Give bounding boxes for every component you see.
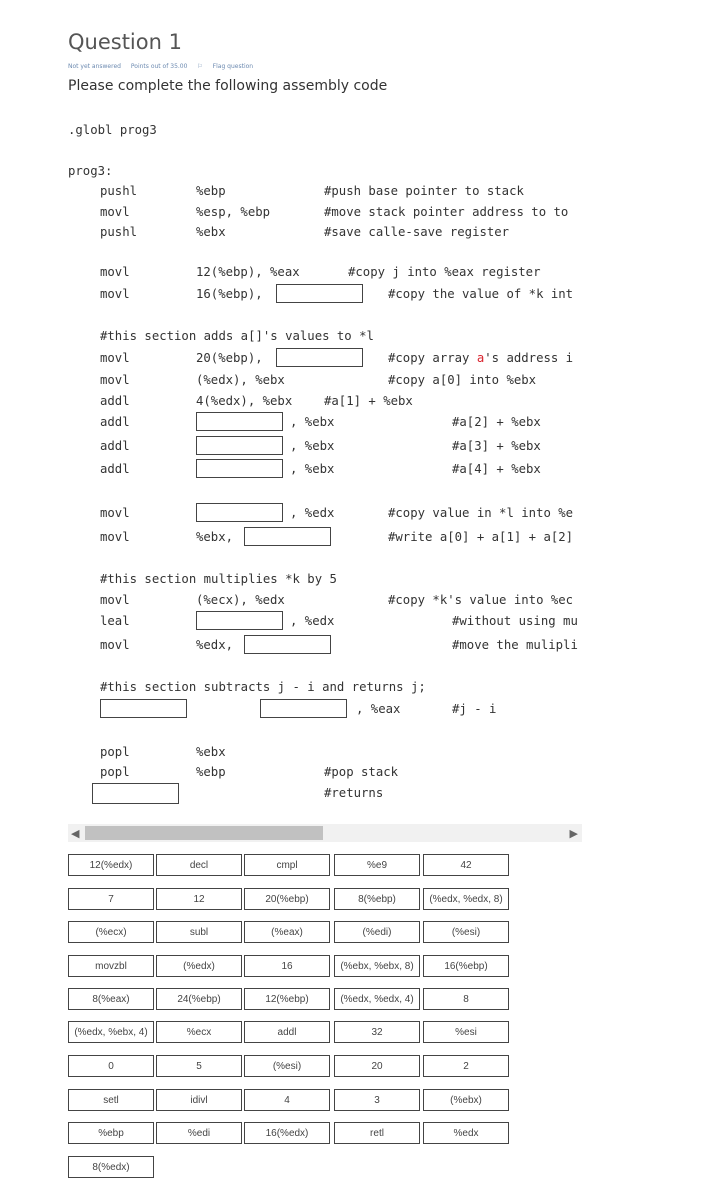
- answer-tile[interactable]: (%edx, %edx, 4): [334, 988, 420, 1010]
- code-comment: #copy the value of *k int: [388, 287, 574, 301]
- code-comment: #without using mu: [452, 614, 578, 628]
- answer-blank[interactable]: [196, 611, 283, 630]
- code-op: addl: [100, 394, 130, 408]
- code-comment: #write a[0] + a[1] + a[2]: [388, 530, 574, 544]
- code-comment: #copy *k's value into %ec: [388, 593, 574, 607]
- answer-tile[interactable]: 32: [334, 1021, 420, 1043]
- question-prompt: Please complete the following assembly code: [68, 78, 388, 94]
- code-arg: %esp, %ebp: [196, 205, 271, 219]
- code-op: addl: [100, 439, 130, 453]
- code-arg: , %eax: [356, 702, 401, 716]
- code-op: popl: [100, 745, 130, 759]
- answer-tile[interactable]: idivl: [156, 1089, 242, 1111]
- code-op: movl: [100, 351, 130, 365]
- code-op: addl: [100, 415, 130, 429]
- code-section-comment: #this section subtracts j - i and returns j;: [100, 680, 426, 694]
- code-comment: #move the mulipli: [452, 638, 578, 652]
- answer-blank[interactable]: [196, 412, 283, 431]
- code-op: pushl: [100, 225, 138, 239]
- answer-blank[interactable]: [244, 635, 331, 654]
- answer-blank[interactable]: [276, 284, 363, 303]
- question-points: Points out of 35.00: [130, 63, 188, 70]
- answer-tile[interactable]: (%edx, %ebx, 4): [68, 1021, 154, 1043]
- answer-tile[interactable]: 8(%edx): [68, 1156, 154, 1178]
- answer-tile[interactable]: (%eax): [244, 921, 330, 943]
- answer-tile[interactable]: %edi: [156, 1122, 242, 1144]
- answer-tile[interactable]: (%edx, %edx, 8): [423, 888, 509, 910]
- answer-blank[interactable]: [244, 527, 331, 546]
- answer-tile[interactable]: (%ecx): [68, 921, 154, 943]
- answer-tile[interactable]: movzbl: [68, 955, 154, 977]
- answer-tile[interactable]: 8: [423, 988, 509, 1010]
- code-comment: #returns: [324, 786, 384, 800]
- answer-tile[interactable]: 24(%ebp): [156, 988, 242, 1010]
- answer-tile[interactable]: 0: [68, 1055, 154, 1077]
- code-arg: %ebx,: [196, 530, 234, 544]
- answer-tile[interactable]: 20(%ebp): [244, 888, 330, 910]
- answer-blank[interactable]: [260, 699, 347, 718]
- code-section-comment: #this section adds a[]'s values to *l: [100, 329, 374, 343]
- answer-tile[interactable]: %ebp: [68, 1122, 154, 1144]
- code-comment: #copy a[0] into %ebx: [388, 373, 537, 387]
- answer-tile[interactable]: 8(%ebp): [334, 888, 420, 910]
- scrollbar-thumb[interactable]: [85, 826, 323, 840]
- code-comment: #save calle-save register: [324, 225, 510, 239]
- code-op: movl: [100, 287, 130, 301]
- code-arg: %ebx: [196, 745, 226, 759]
- code-comment: #a[3] + %ebx: [452, 439, 541, 453]
- code-comment: #copy array a's address i: [388, 351, 574, 365]
- answer-tile[interactable]: 4: [244, 1089, 330, 1111]
- answer-tile[interactable]: 16: [244, 955, 330, 977]
- code-comment: #push base pointer to stack: [324, 184, 524, 198]
- code-arg: %ebp: [196, 184, 226, 198]
- scroll-left-icon[interactable]: ◀: [71, 827, 80, 840]
- code-op: movl: [100, 373, 130, 387]
- answer-tile[interactable]: (%ebx): [423, 1089, 509, 1111]
- answer-tile[interactable]: cmpl: [244, 854, 330, 876]
- code-arg: %edx,: [196, 638, 234, 652]
- code-arg: %ebx: [196, 225, 226, 239]
- horizontal-scrollbar[interactable]: [68, 824, 582, 842]
- answer-tile[interactable]: (%ebx, %ebx, 8): [334, 955, 420, 977]
- code-comment: #a[4] + %ebx: [452, 462, 541, 476]
- question-status: Not yet answered: [68, 63, 121, 70]
- code-comment: #a[2] + %ebx: [452, 415, 541, 429]
- code-op: movl: [100, 530, 130, 544]
- code-comment: #copy j into %eax register: [348, 265, 541, 279]
- answer-tile[interactable]: subl: [156, 921, 242, 943]
- answer-tile[interactable]: 12(%ebp): [244, 988, 330, 1010]
- answer-blank[interactable]: [100, 699, 187, 718]
- answer-tile[interactable]: %esi: [423, 1021, 509, 1043]
- answer-blank[interactable]: [196, 459, 283, 478]
- answer-blank[interactable]: [276, 348, 363, 367]
- answer-tile[interactable]: addl: [244, 1021, 330, 1043]
- code-arg: (%edx), %ebx: [196, 373, 285, 387]
- code-op: movl: [100, 506, 130, 520]
- answer-blank[interactable]: [196, 503, 283, 522]
- answer-tile[interactable]: 42: [423, 854, 509, 876]
- code-globl: .globl prog3: [68, 123, 157, 137]
- answer-tile[interactable]: decl: [156, 854, 242, 876]
- answer-tile[interactable]: (%edx): [156, 955, 242, 977]
- answer-tile[interactable]: retl: [334, 1122, 420, 1144]
- code-comment: #move stack pointer address to to: [324, 205, 569, 219]
- flag-question-label: Flag question: [212, 63, 254, 70]
- answer-tile[interactable]: %ecx: [156, 1021, 242, 1043]
- answer-tile[interactable]: 7: [68, 888, 154, 910]
- code-op: movl: [100, 205, 130, 219]
- answer-tile[interactable]: (%esi): [244, 1055, 330, 1077]
- code-op: movl: [100, 593, 130, 607]
- answer-tile[interactable]: 5: [156, 1055, 242, 1077]
- answer-tile[interactable]: 16(%ebp): [423, 955, 509, 977]
- answer-tile[interactable]: 16(%edx): [244, 1122, 330, 1144]
- code-comment: #pop stack: [324, 765, 399, 779]
- code-comment: #a[1] + %ebx: [324, 394, 413, 408]
- code-op: leal: [100, 614, 130, 628]
- code-arg: , %ebx: [290, 415, 335, 429]
- answer-tile[interactable]: 12: [156, 888, 242, 910]
- code-arg: , %edx: [290, 614, 335, 628]
- code-section-comment: #this section multiplies *k by 5: [100, 572, 337, 586]
- code-comment: #copy value in *l into %e: [388, 506, 574, 520]
- code-arg: 4(%edx), %ebx: [196, 394, 293, 408]
- code-arg: , %ebx: [290, 462, 335, 476]
- answer-tile[interactable]: %e9: [334, 854, 420, 876]
- answer-tile[interactable]: setl: [68, 1089, 154, 1111]
- answer-tile[interactable]: (%esi): [423, 921, 509, 943]
- code-arg: , %edx: [290, 506, 335, 520]
- code-label: prog3:: [68, 164, 113, 178]
- code-arg: 20(%ebp),: [196, 351, 263, 365]
- question-title: Question 1: [68, 30, 182, 54]
- answer-tile[interactable]: %edx: [423, 1122, 509, 1144]
- code-arg: %ebp: [196, 765, 226, 779]
- code-arg: 16(%ebp),: [196, 287, 263, 301]
- answer-blank[interactable]: [92, 783, 179, 804]
- code-op: pushl: [100, 184, 138, 198]
- code-op: movl: [100, 638, 130, 652]
- answer-tile[interactable]: 12(%edx): [68, 854, 154, 876]
- flag-icon: ⚐: [197, 63, 203, 70]
- code-arg: 12(%ebp), %eax: [196, 265, 300, 279]
- answer-tile[interactable]: 20: [334, 1055, 420, 1077]
- answer-blank[interactable]: [196, 436, 283, 455]
- answer-tile[interactable]: 8(%eax): [68, 988, 154, 1010]
- answer-tile[interactable]: (%edi): [334, 921, 420, 943]
- code-arg: , %ebx: [290, 439, 335, 453]
- code-op: movl: [100, 265, 130, 279]
- answer-tile[interactable]: 3: [334, 1089, 420, 1111]
- code-comment: #j - i: [452, 702, 497, 716]
- answer-tile[interactable]: 2: [423, 1055, 509, 1077]
- code-op: popl: [100, 765, 130, 779]
- code-op: addl: [100, 462, 130, 476]
- scroll-right-icon[interactable]: ▶: [569, 827, 578, 840]
- code-arg: (%ecx), %edx: [196, 593, 285, 607]
